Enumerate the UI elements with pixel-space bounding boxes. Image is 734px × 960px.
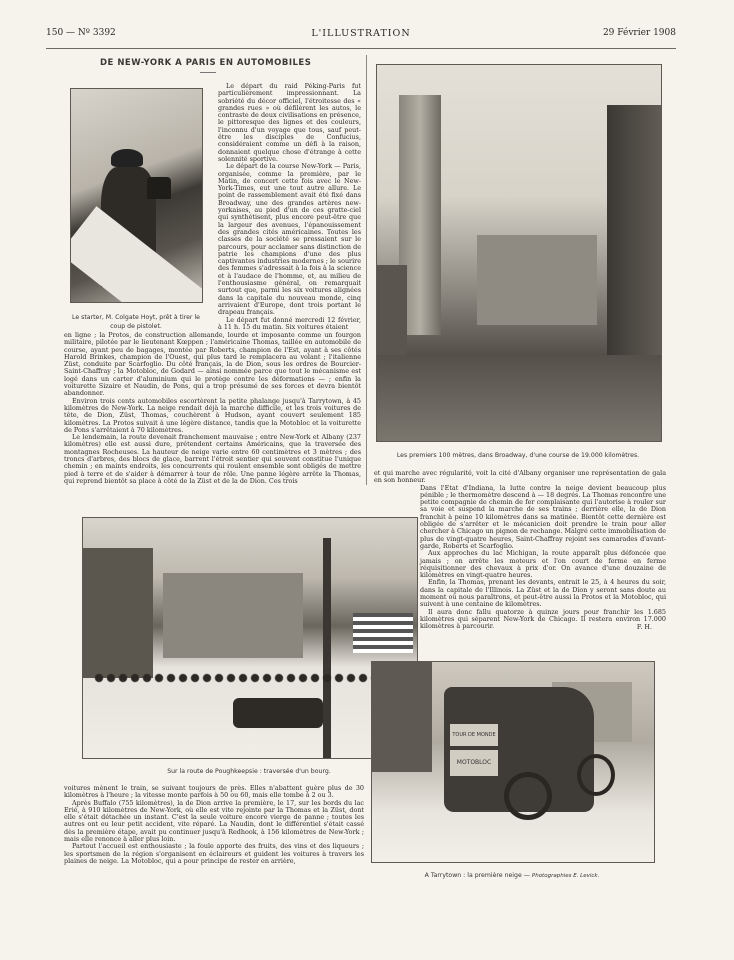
article-title: DE NEW-YORK A PARIS EN AUTOMOBILES: [100, 58, 312, 68]
publication-title: L'ILLUSTRATION: [311, 28, 411, 39]
car-sign-motobloc: MOTOBLOC: [450, 750, 498, 776]
text-col-left-bottom: [64, 785, 364, 865]
photo-credit: Photographies E. Levick.: [531, 873, 600, 879]
caption-broadway: Les premiers 100 mètres, dans Broadway, d'une course de 19.000 kilomètres.: [396, 452, 640, 459]
signature: F. H.: [636, 622, 652, 631]
column-divider: [366, 55, 367, 485]
paragraph: Le départ de la course New-York — Paris, organisée, comme la première, par le Matin, de concert cette fois avec le New-York-Times, eut une tout autre allure. Le point de rassemblement avait été fixé dans Broadway, une des grandes artères new-yorkaises, au pied d'un de ces gratte-ciel qui synthétisent, plus encore peut-être que la largeur des avenues, l'épanouissement des grandes cités américaines. Toutes les classes de la société se pressaient sur le parcours, pour acclamer sans distinction de patrie les champions d'une des plus captivantes industries modernes ; le sourire des femmes s'adressait à la fois à la science et à l'audace de l'homme, et, au milieu de l'enthousiasme général, on remarquait surtout que, parmi les six voitures alignées dans la capitale du nouveau monde, cinq arrivaient d'Europe, dont trois portant le drapeau français.: [218, 162, 361, 317]
paragraph: en ligne ; la Protos, de construction allemande, lourde et imposante comme un fourgon militaire, pilotée par le lieutenant Kœppen ; l'américaine Thomas, taillée en automobile de course, ayant peu de bagages, montée par Roberts, champion de l'Est, ayant à ses côtés Harold Brinkes, champion de l'Ouest, qui plus tard le remplacera au volant ; l'italienne Züst, conduite par Scarfoglio. Du côté français, la de Dion, sous les ordres de Bourcier-Saint-Chaffray ; la Motobloc, de Godard — ainsi nommée parce que tout le mécanisme est logé dans un carter d'aluminium qui le protège contre les déformations — ; enfin la voiturette Sizaire et Naudin, de Pons, qui a trop présumé de ses forces et devra bientôt abandonner.: [64, 331, 361, 398]
caption-starter: Le starter, M. Colgate Hoyt, prêt à tirer le coup de pistolet.: [72, 314, 200, 330]
text-col-right-top: [218, 83, 361, 331]
photo-starter: [70, 88, 203, 303]
paragraph: Enfin, la Thomas, prenant les devants, entrait le 25, à 4 heures du soir, dans la capitale de l'Illinois. La Züst et la de Dion y seront sans doute au moment où nous paraîtrons, et peut-être aussi la Protos et la Motobloc, qui suivent à une centaine de kilomètres.: [420, 578, 666, 609]
title-ornament: [200, 72, 216, 73]
photo-tarrytown: [371, 661, 655, 863]
caption-tarrytown: [371, 871, 653, 881]
issue-date: 29 Février 1908: [602, 28, 676, 38]
photo-broadway: [376, 64, 662, 442]
paragraph: et qui marche avec régularité, voit la cité d'Albany organiser une représentation de gala en son honneur.: [374, 469, 666, 485]
caption-tarrytown-text: A Tarrytown : la première neige —: [424, 872, 530, 879]
paragraph: Le lendemain, la route devenait franchement mauvaise ; entre New-York et Albany (237 kilomètres) elle est aussi dure, prétendent certains Américains, que la traversée des montagnes Rocheuses. La hauteur de neige varie entre 60 centimètres et 3 mètres ; des troncs d'arbres, des blocs de glace, barrent l'étroit sentier qui souvent constitue l'unique chemin ; en maints endroits, les concurrents qui roulent ensemble sont obligés de mettre pied à terre et de s'aider à démarrer à tour de rôle. Une panne légère arrête la Thomas, qui reprend bientôt sa place à côté de la Züst et de la de Dion. Ces trois: [64, 433, 361, 485]
paragraph: voitures mènent le train, se suivant toujours de près. Elles n'abattent guère plus de 30 kilomètres à l'heure ; la vitesse monte parfois à 50 ou 60, mais elle tombe à 2 ou 3.: [64, 784, 364, 800]
paragraph: Après Buffalo (755 kilomètres), la de Dion arrive la première, le 17, sur les bords du lac Erié, à 910 kilomètres de New-York, où elle est vite rejointe par la Thomas et la Züst, dont elle s'était détachée un instant. C'est la seule voiture encore vierge de panne ; toutes les autres ont eu leur petit accident, vite réparé. La Naudin, dont le différentiel s'était cassé dès la première étape, avait pu continuer jusqu'à Redhook, à 156 kilomètres de New-York ; mais elle renonce à aller plus loin.: [64, 798, 364, 844]
photo-poughkeepsie: [82, 517, 418, 759]
paragraph: Environ trois cents automobiles escortèrent la petite phalange jusqu'à Tarrytown, à 45 kilomètres de New-York. La neige rendait déjà la marche difficile, et les trois voitures de tête, de Dion, Züst, Thomas, couchèrent à Hudson, ayant couvert seulement 185 kilomètres. La Protos suivait à une légère distance, tandis que la Motobloc et la voiturette de Pons s'arrêtaient à 70 kilomètres.: [64, 396, 361, 434]
paragraph: Il aura donc fallu quatorze à quinze jours pour franchir les 1.685 kilomètres qui séparent New-York de Chicago. Il restera environ 17.000 kilomètres à parcourir.: [420, 607, 666, 631]
page-number: 150 — Nº 3392: [46, 28, 116, 38]
caption-poughkeepsie: Sur la route de Poughkeepsie : traversée d'un bourg.: [167, 768, 331, 775]
paragraph: Dans l'Etat d'Indiana, la lutte contre la neige devient beaucoup plus pénible ; le thermomètre descend à — 18 degrés. La Thomas rencontre une petite compagnie de chemin de fer complaisante qui l'autorise à rouler sur sa voie et suspend la marche de ses trains ; derrière elle, la de Dion franchit à peine 10 kilomètres dans sa matinée. Bientôt cette dernière est obligée de s'arrêter et le mécanicien doit prendre le train pour aller chercher à Chicago un pignon de rechange. Malgré cette immobilisation de plus de vingt-quatre heures, Saint-Chaffray rejoint ses camarades d'avant-garde, Roberts et Scarfoglio.: [420, 483, 666, 550]
page-header: [46, 28, 676, 42]
paragraph: Partout l'accueil est enthousiaste ; la foule apporte des fruits, des vins et des liqueurs ; les sportsmen de la région s'organisent en éclaireurs et guident les voitures à travers les plaines de neige. La Motobloc, qui a pour principe de rester en arrière,: [64, 842, 364, 865]
car-sign-tour: TOUR DE MONDE: [450, 724, 498, 746]
paragraph: Le départ du raid Péking-Paris fut particulièrement impressionnant. La sobriété du décor officiel, l'étroitesse des « grandes rues » où défilèrent les autos, le contraste de deux civilisations en présence, le pittoresque des lignes et des couleurs, l'inconnu d'un voyage que tous, sauf peut-être les disciples de Confucius, considéraient comme un défi à la raison, donnaient quelque chose d'étrange à cette solennité sportive.: [218, 82, 361, 163]
paragraph: Le départ fut donné mercredi 12 février, à 11 h. 15 du matin. Six voitures étaient: [218, 315, 361, 331]
paragraph: Aux approches du lac Michigan, la route apparaît plus défoncée que jamais ; on arrête les moteurs et l'on court de ferme en ferme réquisitionner des chevaux à prix d'or. On avance d'une douzaine de kilomètres en vingt-quatre heures.: [420, 549, 666, 580]
text-col-left-full: [64, 332, 361, 485]
header-rule: [46, 48, 676, 49]
